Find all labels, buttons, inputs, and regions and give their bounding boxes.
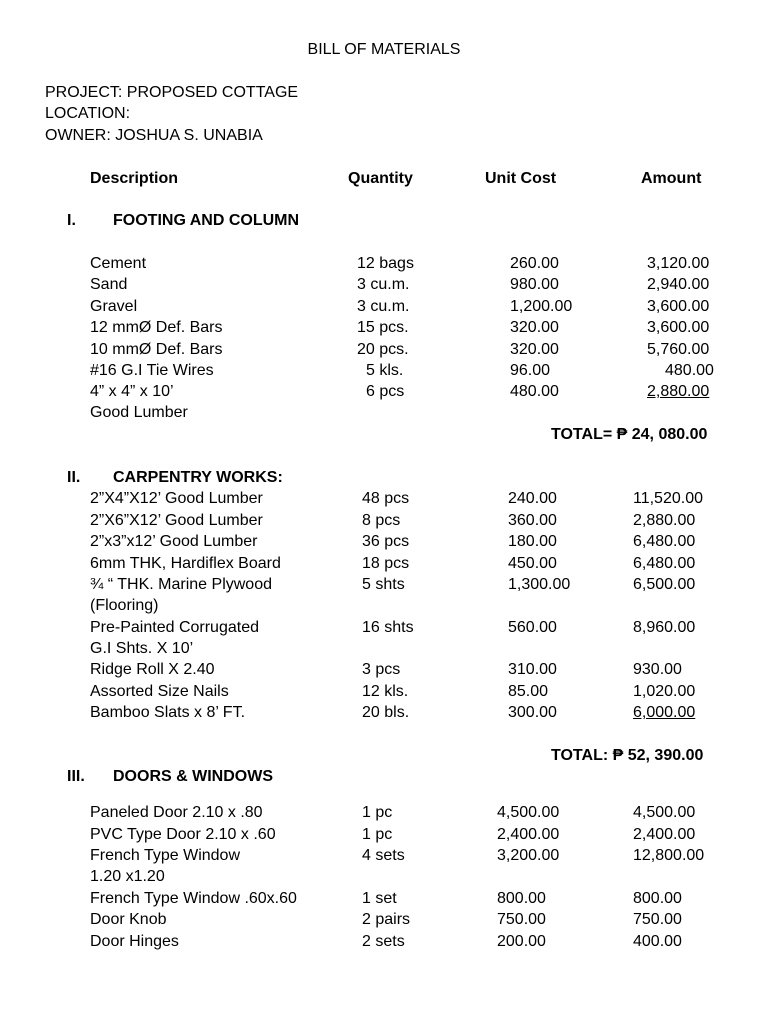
document-title: BILL OF MATERIALS	[307, 41, 461, 58]
item-quantity: 4 sets	[362, 847, 405, 864]
item-quantity: 6 pcs	[366, 383, 405, 400]
item-amount: 6,480.00	[633, 533, 696, 550]
item-amount: 2,880.00	[633, 512, 696, 529]
item-quantity: 3 pcs	[362, 661, 401, 678]
header-unit-cost: Unit Cost	[485, 170, 557, 187]
item-quantity: 5 shts	[362, 576, 405, 593]
item-unit-cost: 320.00	[510, 341, 559, 358]
section-numeral: II.	[67, 469, 81, 486]
item-description: ¾ “ THK. Marine Plywood	[90, 576, 272, 593]
item-unit-cost: 310.00	[508, 661, 557, 678]
item-quantity: 18 pcs	[362, 555, 410, 572]
item-amount: 800.00	[633, 890, 682, 907]
header-quantity: Quantity	[348, 170, 413, 187]
section-title: FOOTING AND COLUMN	[113, 212, 300, 229]
item-amount: 5,760.00	[647, 341, 710, 358]
item-amount: 750.00	[633, 911, 682, 928]
item-amount: 3,600.00	[647, 319, 710, 336]
item-description: 2”x3”x12’ Good Lumber	[90, 533, 258, 550]
item-unit-cost: 800.00	[497, 890, 546, 907]
item-description: Door Hinges	[90, 933, 179, 950]
item-amount: 6,480.00	[633, 555, 696, 572]
item-unit-cost: 750.00	[497, 911, 546, 928]
item-description: 6mm THK, Hardiflex Board	[90, 555, 281, 572]
item-description: Cement	[90, 255, 147, 272]
item-unit-cost: 4,500.00	[497, 804, 560, 821]
item-unit-cost: 3,200.00	[497, 847, 560, 864]
item-description: 12 mmØ Def. Bars	[90, 319, 223, 336]
item-quantity: 1 pc	[362, 804, 393, 821]
item-amount: 930.00	[633, 661, 682, 678]
item-unit-cost: 2,400.00	[497, 826, 560, 843]
item-description: 10 mmØ Def. Bars	[90, 341, 223, 358]
item-quantity: 3 cu.m.	[357, 276, 410, 293]
item-quantity: 20 pcs.	[357, 341, 409, 358]
item-quantity: 1 set	[362, 890, 397, 907]
item-description: 2”X4”X12’ Good Lumber	[90, 490, 263, 507]
item-description: French Type Window .60x.60	[90, 890, 297, 907]
section-title: CARPENTRY WORKS:	[113, 469, 283, 486]
project-line: PROJECT: PROPOSED COTTAGE	[45, 84, 299, 101]
item-quantity: 1 pc	[362, 826, 393, 843]
item-description-cont: (Flooring)	[90, 597, 159, 614]
item-amount: 12,800.00	[633, 847, 705, 864]
item-quantity: 15 pcs.	[357, 319, 409, 336]
item-description: 2”X6”X12’ Good Lumber	[90, 512, 263, 529]
item-description: Assorted Size Nails	[90, 683, 229, 700]
item-description: 4” x 4” x 10’	[90, 383, 174, 400]
item-description: PVC Type Door 2.10 x .60	[90, 826, 276, 843]
item-quantity: 3 cu.m.	[357, 298, 410, 315]
item-unit-cost: 96.00	[510, 362, 551, 379]
item-amount: 2,940.00	[647, 276, 710, 293]
item-unit-cost: 85.00	[508, 683, 549, 700]
header-amount: Amount	[641, 170, 702, 187]
item-description: Bamboo Slats x 8’ FT.	[90, 704, 246, 721]
item-amount: 4,500.00	[633, 804, 696, 821]
section-total: TOTAL: ₱ 52, 390.00	[551, 747, 704, 764]
item-amount: 1,020.00	[633, 683, 696, 700]
item-unit-cost: 240.00	[508, 490, 557, 507]
item-unit-cost: 560.00	[508, 619, 557, 636]
item-quantity: 2 sets	[362, 933, 405, 950]
owner-line: OWNER: JOSHUA S. UNABIA	[45, 127, 263, 144]
item-description: Ridge Roll X 2.40	[90, 661, 215, 678]
item-unit-cost: 320.00	[510, 319, 559, 336]
item-amount: 2,400.00	[633, 826, 696, 843]
header-description: Description	[90, 170, 179, 187]
section-total: TOTAL= ₱ 24, 080.00	[551, 426, 708, 443]
item-quantity: 2 pairs	[362, 911, 411, 928]
item-unit-cost: 450.00	[508, 555, 557, 572]
item-amount: 11,520.00	[633, 490, 703, 507]
item-quantity: 20 bls.	[362, 704, 410, 721]
item-unit-cost: 1,200.00	[510, 298, 573, 315]
item-amount: 2,880.00	[647, 383, 710, 400]
section-numeral: III.	[67, 768, 85, 785]
item-description: Gravel	[90, 298, 138, 315]
item-amount: 3,120.00	[647, 255, 710, 272]
item-description-cont: G.I Shts. X 10’	[90, 640, 194, 657]
item-quantity: 16 shts	[362, 619, 414, 636]
item-amount: 3,600.00	[647, 298, 710, 315]
item-unit-cost: 200.00	[497, 933, 546, 950]
item-quantity: 12 bags	[357, 255, 414, 272]
item-unit-cost: 1,300.00	[508, 576, 571, 593]
item-unit-cost: 980.00	[510, 276, 559, 293]
section-numeral: I.	[67, 212, 76, 229]
item-quantity: 48 pcs	[362, 490, 410, 507]
item-description: French Type Window	[90, 847, 240, 864]
item-amount: 480.00	[665, 362, 714, 379]
item-description: Sand	[90, 276, 128, 293]
section-title: DOORS & WINDOWS	[113, 768, 273, 785]
item-quantity: 8 pcs	[362, 512, 401, 529]
item-quantity: 36 pcs	[362, 533, 410, 550]
item-description: #16 G.I Tie Wires	[90, 362, 214, 379]
location-line: LOCATION:	[45, 105, 131, 122]
item-amount: 6,000.00	[633, 704, 696, 721]
item-description-cont: Good Lumber	[90, 404, 188, 421]
item-description: Paneled Door 2.10 x .80	[90, 804, 263, 821]
item-description: Door Knob	[90, 911, 167, 928]
item-unit-cost: 260.00	[510, 255, 559, 272]
item-quantity: 5 kls.	[366, 362, 404, 379]
item-unit-cost: 480.00	[510, 383, 559, 400]
item-unit-cost: 300.00	[508, 704, 557, 721]
item-description: Pre-Painted Corrugated	[90, 619, 259, 636]
item-unit-cost: 180.00	[508, 533, 557, 550]
item-unit-cost: 360.00	[508, 512, 557, 529]
item-amount: 400.00	[633, 933, 682, 950]
item-description-cont: 1.20 x1.20	[90, 868, 165, 885]
item-amount: 6,500.00	[633, 576, 696, 593]
item-amount: 8,960.00	[633, 619, 696, 636]
item-quantity: 12 kls.	[362, 683, 409, 700]
